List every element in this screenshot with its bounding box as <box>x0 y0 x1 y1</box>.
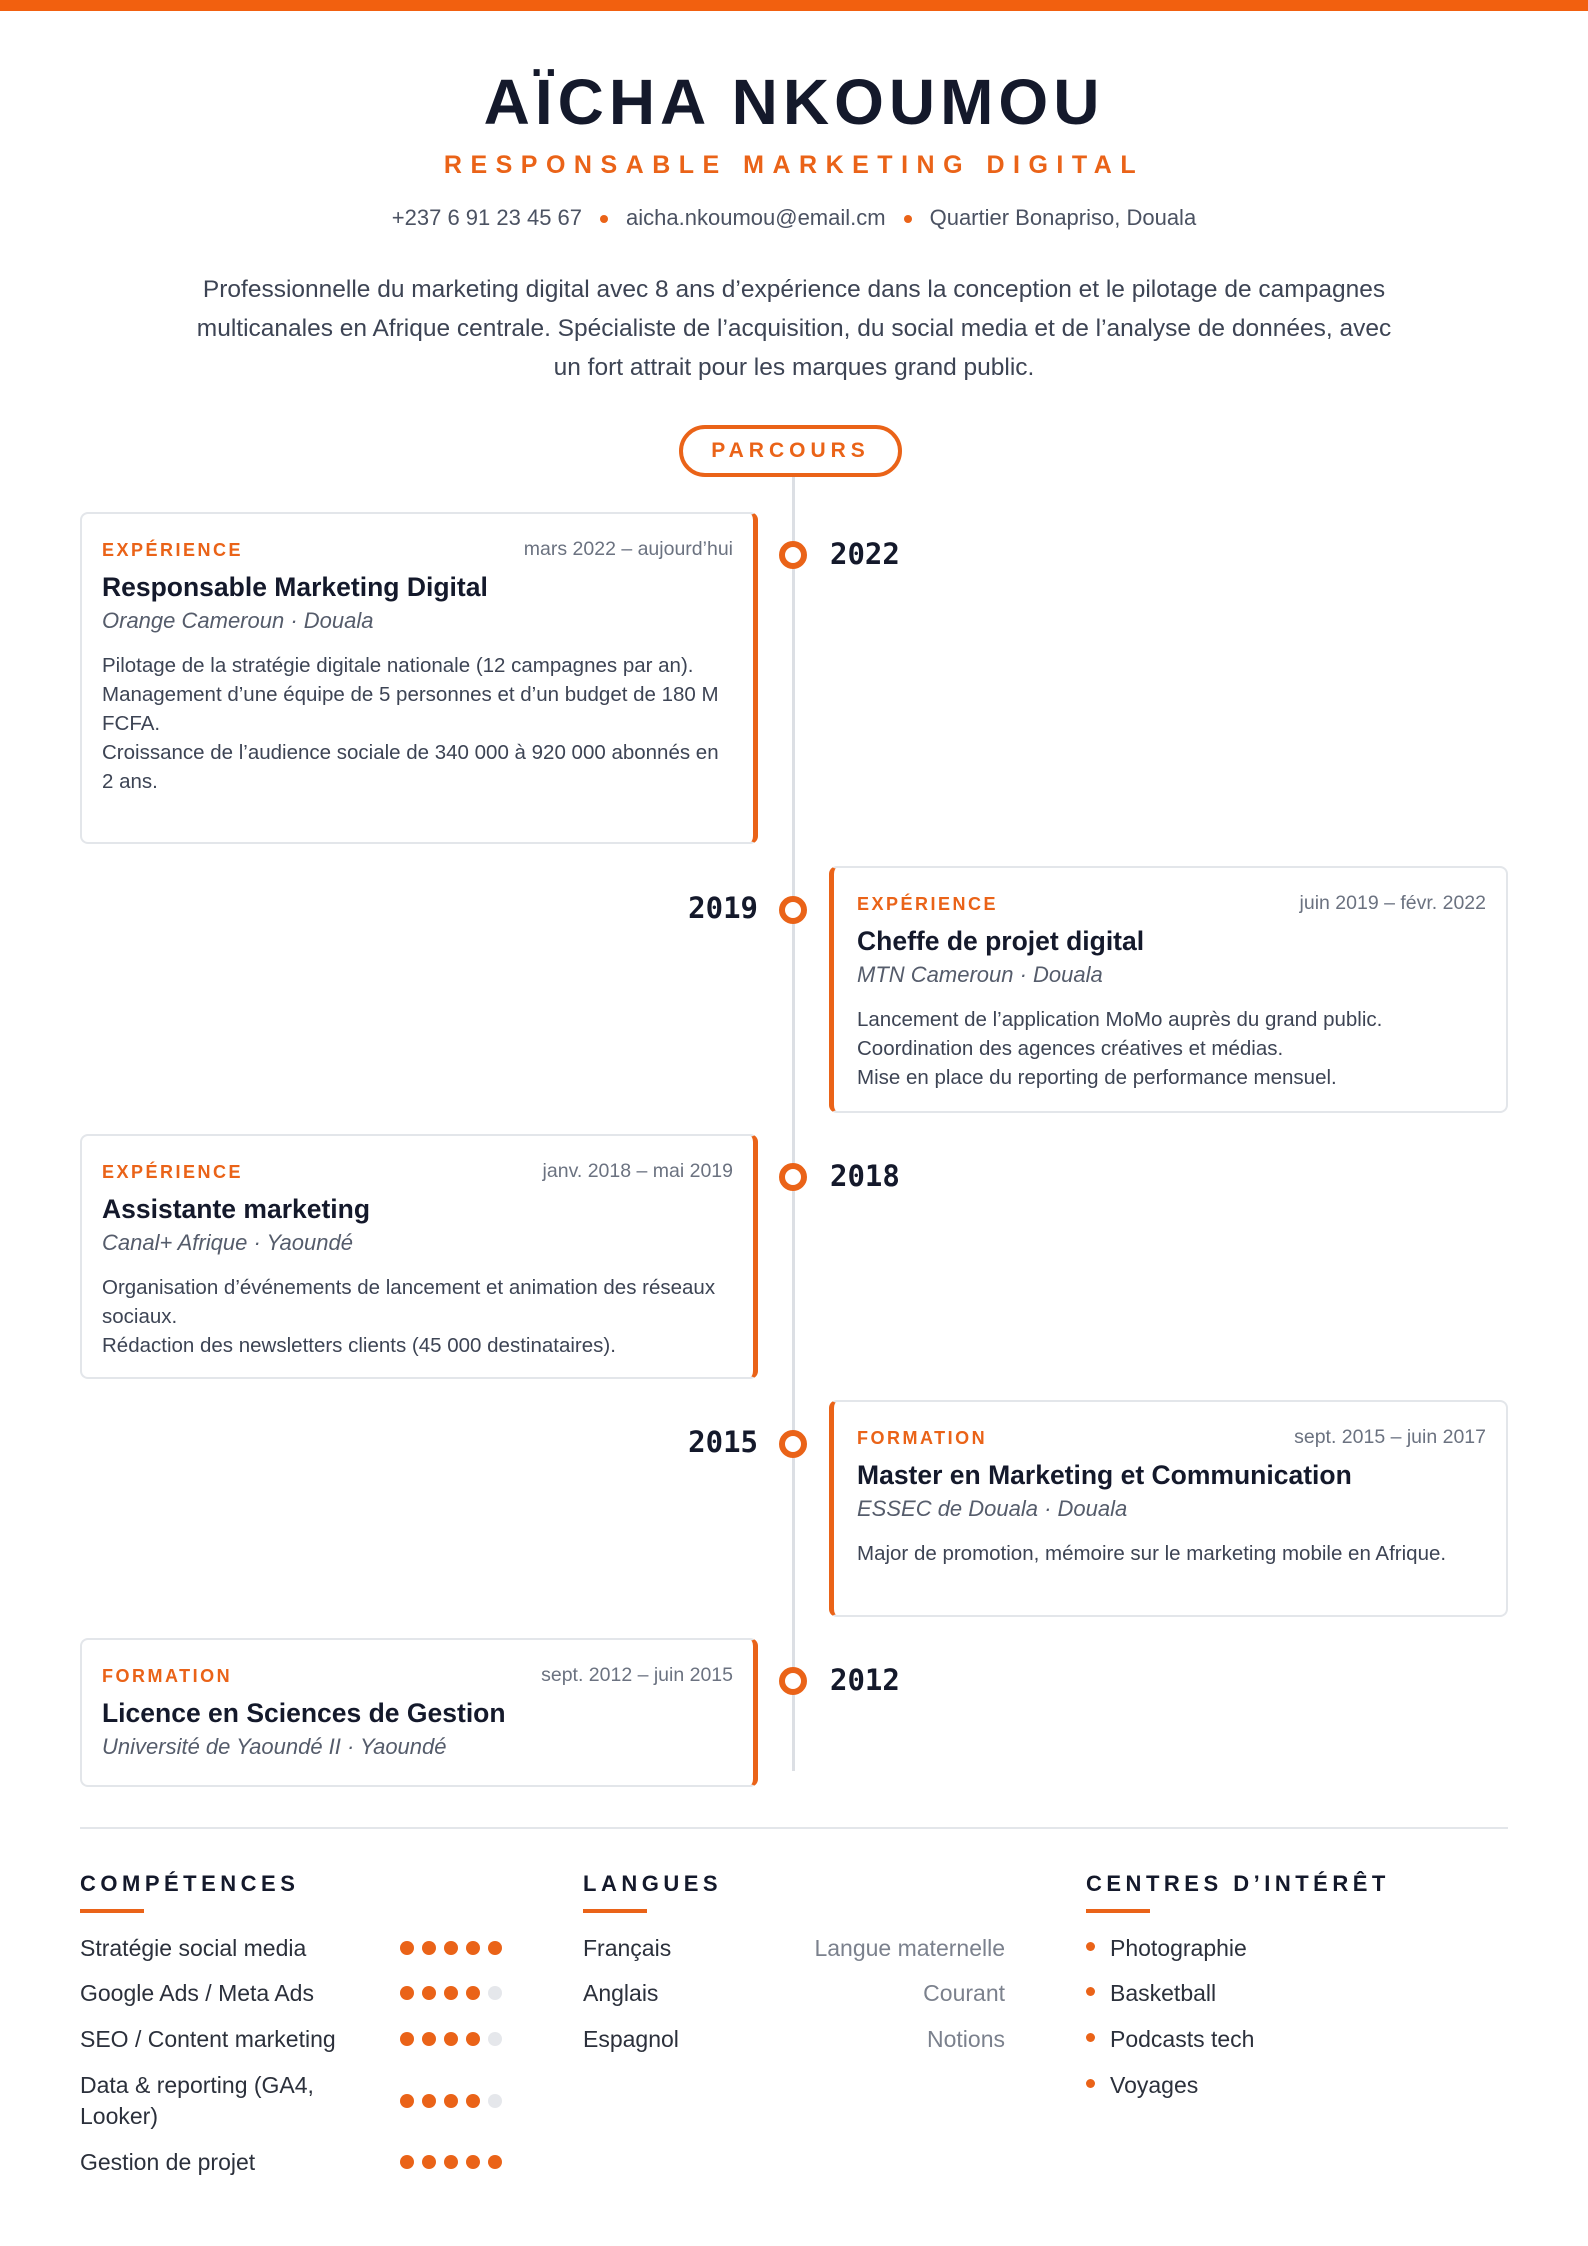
entry-dates: juin 2019 – févr. 2022 <box>1299 892 1486 914</box>
timeline-node <box>779 1667 807 1695</box>
section-pill-parcours: PARCOURS <box>679 425 902 477</box>
rating-dot-filled <box>444 2032 458 2046</box>
rating-dot-filled <box>466 1986 480 2000</box>
interest-label: Voyages <box>1110 2072 1199 2098</box>
language-item <box>583 1933 1005 1964</box>
rating-dot-filled <box>422 1986 436 2000</box>
job-title: RESPONSABLE MARKETING DIGITAL <box>443 151 1145 179</box>
entry-dates: sept. 2015 – juin 2017 <box>1294 1426 1486 1448</box>
skill-label: Google Ads / Meta Ads <box>80 1980 314 2006</box>
profile-summary: Professionnelle du marketing digital avec 8 ans d’expérience dans la conception et le pilotage de campagnes multicanales en Afrique centrale. Spécialiste de l’acquisition, du social media et de l’analyse de données, avec un fort attrait pour les marques grand public. <box>196 276 1392 381</box>
language-name: Français <box>583 1935 672 1961</box>
skill-item <box>80 1978 510 2009</box>
heading-underline <box>80 1909 144 1913</box>
entry-detail-line: Major de promotion, mémoire sur le marketing mobile en Afrique. <box>857 1542 1447 1565</box>
skill-rating <box>400 1941 540 1957</box>
entry-detail-line: Coordination des agences créatives et médias. <box>857 1037 1284 1060</box>
skill-item <box>80 1933 510 1964</box>
rating-dot-filled <box>466 1941 480 1955</box>
skill-item <box>80 2070 510 2132</box>
entry-role: Licence en Sciences de Gestion <box>102 1698 506 1728</box>
rating-dot-filled <box>400 1941 414 1955</box>
timeline-card <box>80 1638 758 1787</box>
rating-dot-filled <box>466 2032 480 2046</box>
rating-dot-filled <box>422 2094 436 2108</box>
entry-role: Responsable Marketing Digital <box>102 572 488 602</box>
skill-rating <box>400 2155 540 2171</box>
rating-dot-filled <box>422 2155 436 2169</box>
entry-details <box>857 1539 1480 1568</box>
rating-dot-filled <box>444 2094 458 2108</box>
skill-item <box>80 2147 510 2178</box>
language-name: Espagnol <box>583 2026 679 2052</box>
rating-dot-filled <box>466 2094 480 2108</box>
language-name: Anglais <box>583 1980 659 2006</box>
rating-dot-filled <box>444 1986 458 2000</box>
timeline-year: 2018 <box>830 1159 900 1193</box>
interest-label: Basketball <box>1110 1980 1217 2006</box>
entry-organization: Orange Cameroun · Douala <box>102 608 374 633</box>
interest-item <box>1086 2070 1198 2101</box>
timeline-year: 2015 <box>688 1425 758 1459</box>
timeline-card <box>829 866 1508 1113</box>
entry-detail-line: Organisation d’événements de lancement et animation des réseaux sociaux. <box>102 1276 716 1328</box>
timeline-year: 2019 <box>688 891 758 925</box>
rating-dot-empty <box>488 1986 502 2000</box>
skill-label: Stratégie social media <box>80 1935 307 1961</box>
entry-details <box>857 1005 1480 1092</box>
contact-line <box>0 204 1588 232</box>
bullet-separator <box>904 215 912 223</box>
entry-role: Master en Marketing et Communication <box>857 1460 1352 1490</box>
entry-role: Cheffe de projet digital <box>857 926 1145 956</box>
entry-details <box>102 651 727 796</box>
interest-item <box>1086 2024 1254 2055</box>
entry-kind: EXPÉRIENCE <box>102 1162 244 1182</box>
interest-item <box>1086 1978 1216 2009</box>
rating-dot-filled <box>444 1941 458 1955</box>
entry-role: Assistante marketing <box>102 1194 371 1224</box>
skill-label: Data & reporting (GA4, Looker) <box>80 2072 314 2129</box>
rating-dot-empty <box>488 2032 502 2046</box>
entry-kind: EXPÉRIENCE <box>857 894 999 914</box>
phone-number: +237 6 91 23 45 67 <box>391 205 583 230</box>
rating-dot-filled <box>400 2094 414 2108</box>
entry-kind: EXPÉRIENCE <box>102 540 244 560</box>
language-level: Langue maternelle <box>814 1935 1005 1961</box>
timeline-card <box>829 1400 1508 1617</box>
heading-underline <box>1086 1909 1150 1913</box>
bullet-icon <box>1086 1942 1095 1951</box>
skill-label: SEO / Content marketing <box>80 2026 336 2052</box>
skills-heading: COMPÉTENCES <box>80 1871 300 1896</box>
entry-kind: FORMATION <box>857 1428 988 1448</box>
candidate-name: AÏCHA NKOUMOU <box>483 66 1105 138</box>
bullet-icon <box>1086 2079 1095 2088</box>
entry-kind: FORMATION <box>102 1666 233 1686</box>
entry-detail-line: Lancement de l’application MoMo auprès du grand public. <box>857 1008 1383 1031</box>
timeline-year: 2012 <box>830 1663 900 1697</box>
rating-dot-filled <box>466 2155 480 2169</box>
rating-dot-filled <box>400 2032 414 2046</box>
timeline-node <box>779 896 807 924</box>
interests-heading: CENTRES D’INTÉRÊT <box>1086 1871 1390 1896</box>
rating-dot-filled <box>488 1941 502 1955</box>
entry-dates: janv. 2018 – mai 2019 <box>542 1160 733 1182</box>
rating-dot-filled <box>422 2032 436 2046</box>
skill-rating <box>400 1986 540 2002</box>
rating-dot-filled <box>444 2155 458 2169</box>
entry-dates: mars 2022 – aujourd’hui <box>523 538 733 560</box>
language-level: Courant <box>923 1980 1005 2006</box>
bullet-separator <box>600 215 608 223</box>
language-item <box>583 1978 1005 2009</box>
interest-item <box>1086 1933 1247 1964</box>
timeline-node <box>779 1163 807 1191</box>
bullet-icon <box>1086 2033 1095 2042</box>
email-address: aicha.nkoumou@email.cm <box>626 205 886 230</box>
entry-organization: ESSEC de Douala · Douala <box>857 1496 1128 1521</box>
skill-rating <box>400 2094 540 2110</box>
rating-dot-filled <box>422 1941 436 1955</box>
entry-organization: Université de Yaoundé II · Yaoundé <box>102 1734 447 1759</box>
skill-rating <box>400 2032 540 2048</box>
timeline-node <box>779 1430 807 1458</box>
heading-underline <box>583 1909 647 1913</box>
entry-detail-line: Pilotage de la stratégie digitale nationale (12 campagnes par an). <box>102 654 694 677</box>
skill-label: Gestion de projet <box>80 2149 256 2175</box>
rating-dot-empty <box>488 2094 502 2108</box>
interest-label: Podcasts tech <box>1110 2026 1255 2052</box>
entry-dates: sept. 2012 – juin 2015 <box>541 1664 733 1686</box>
skill-item <box>80 2024 510 2055</box>
timeline-card <box>80 512 758 844</box>
section-divider <box>80 1827 1508 1829</box>
language-item <box>583 2024 1005 2055</box>
top-accent-bar <box>0 0 1588 11</box>
timeline-card <box>80 1134 758 1379</box>
rating-dot-filled <box>488 2155 502 2169</box>
interest-label: Photographie <box>1110 1935 1247 1961</box>
entry-organization: Canal+ Afrique · Yaoundé <box>102 1230 353 1255</box>
language-level: Notions <box>927 2026 1005 2052</box>
entry-organization: MTN Cameroun · Douala <box>857 962 1103 987</box>
entry-detail-line: Mise en place du reporting de performance mensuel. <box>857 1066 1337 1089</box>
rating-dot-filled <box>400 1986 414 2000</box>
entry-detail-line: Rédaction des newsletters clients (45 000 destinataires). <box>102 1334 616 1357</box>
entry-details <box>102 1273 727 1360</box>
entry-detail-line: Management d’une équipe de 5 personnes et d’un budget de 180 M FCFA. <box>102 683 719 735</box>
languages-heading: LANGUES <box>583 1871 723 1896</box>
timeline-node <box>779 541 807 569</box>
location: Quartier Bonapriso, Douala <box>929 205 1197 230</box>
timeline-year: 2022 <box>830 537 900 571</box>
rating-dot-filled <box>400 2155 414 2169</box>
entry-detail-line: Croissance de l’audience sociale de 340 000 à 920 000 abonnés en 2 ans. <box>102 741 719 793</box>
bullet-icon <box>1086 1987 1095 1996</box>
timeline-axis <box>792 477 795 1771</box>
